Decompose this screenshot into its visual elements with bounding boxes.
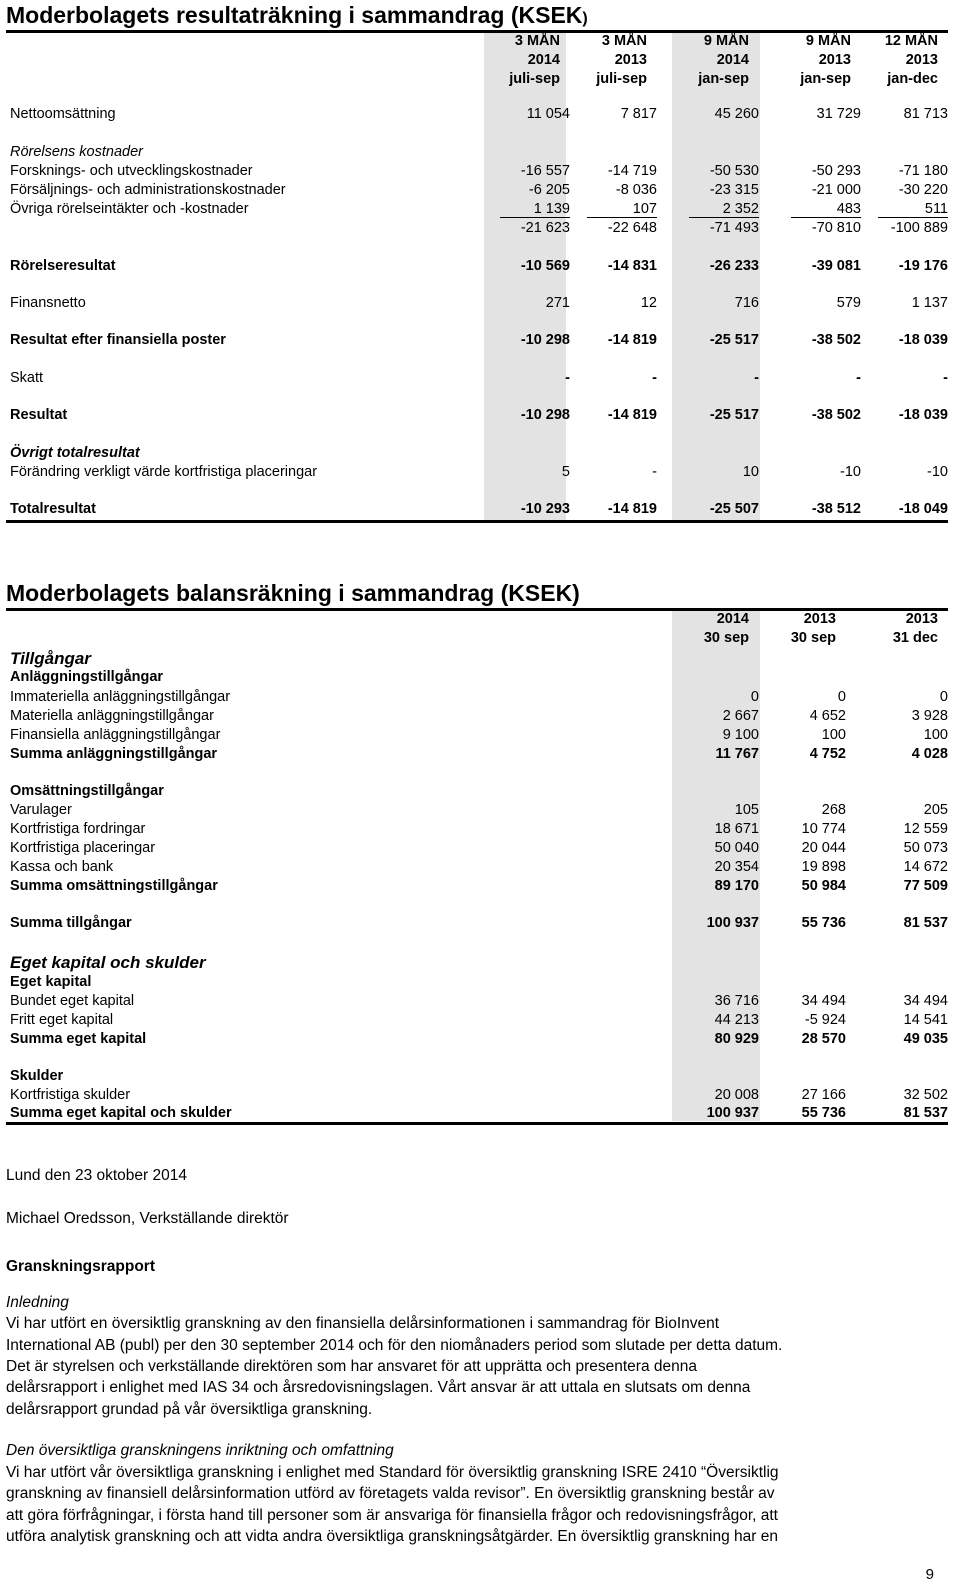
scope-heading: Den översiktliga granskningens inriktning och omfattning: [6, 1442, 394, 1459]
balance-row-summa-omsattning: Summa omsättningstillgångar 89 170 50 984 77 509: [10, 878, 948, 894]
balance-row-varulager: Varulager 105 268 205: [10, 802, 948, 818]
balance-row-summa-eget-kapital: Summa eget kapital 80 929 28 570 49 035: [10, 1031, 948, 1047]
balance-section-skulder: Skulder: [10, 1068, 64, 1084]
place-date: Lund den 23 oktober 2014: [6, 1167, 187, 1184]
balance-row-kortfristiga-placeringar: Kortfristiga placeringar 50 040 20 044 50 073: [10, 840, 948, 856]
income-col-header-5: 12 MÅN 2013 jan-dec: [884, 33, 938, 87]
balance-section-anlaggningstillgangar: Anläggningstillgångar: [10, 669, 164, 685]
income-bottom-rule: [6, 520, 948, 523]
income-row-rorelseresultat: Rörelseresultat -10 569 -14 831 -26 233 -39 081 -19 176: [10, 258, 948, 274]
balance-section-omsattningstillgangar: Omsättningstillgångar: [10, 783, 164, 799]
balance-col-header-1: 2014 30 sep: [703, 611, 749, 646]
income-row-skatt: Skatt - - - - -: [10, 370, 948, 386]
income-row-resultat-efter-fin: Resultat efter finansiella poster -10 298 -14 819 -25 517 -38 502 -18 039: [10, 332, 948, 348]
page-number: 9: [925, 1566, 934, 1583]
balance-row-fritt: Fritt eget kapital 44 213 -5 924 14 541: [10, 1012, 948, 1028]
income-row-nettoomsattning: Nettoomsättning 11 054 7 817 45 260 31 729 81 713: [10, 106, 948, 122]
scope-line-2: granskning av finansiell delårsinformation utförd av företagets valda revisor”. En översiktlig granskning består av: [6, 1485, 775, 1502]
balance-section-eget-kapital-skulder: Eget kapital och skulder: [10, 953, 206, 972]
balance-row-finansiella: Finansiella anläggningstillgångar 9 100 100 100: [10, 727, 948, 743]
balance-title: Moderbolagets balansräkning i sammandrag (KSEK): [6, 580, 580, 606]
balance-row-immateriella: Immateriella anläggningstillgångar 0 0 0: [10, 689, 948, 705]
intro-line-3: Det är styrelsen och verkställande direktören som har ansvaret för att upprätta och presentera denna: [6, 1358, 697, 1375]
balance-section-eget-kapital: Eget kapital: [10, 974, 92, 990]
balance-row-bundet: Bundet eget kapital 36 716 34 494 34 494: [10, 993, 948, 1009]
balance-row-summa-anlaggning: Summa anläggningstillgångar 11 767 4 752 4 028: [10, 746, 948, 762]
scope-line-4: utföra analytisk granskning och att vidta andra översiktliga granskningsåtgärder. En översiktlig granskning har en: [6, 1528, 778, 1545]
balance-row-kortfristiga-skulder: Kortfristiga skulder 20 008 27 166 32 502: [10, 1087, 948, 1103]
income-title: Moderbolagets resultaträkning i sammandrag (KSEK): [6, 2, 588, 28]
balance-section-tillgangar: Tillgångar: [10, 649, 91, 668]
income-row-resultat: Resultat -10 298 -14 819 -25 517 -38 502 -18 039: [10, 407, 948, 423]
review-heading: Granskningsrapport: [6, 1258, 155, 1275]
income-section-rorelsens-kostnader: Rörelsens kostnader: [10, 144, 143, 160]
intro-line-4: delårsrapport i enlighet med IAS 34 och årsredovisningslagen. Vårt ansvar är att uttala en slutsats om denna: [6, 1379, 751, 1396]
income-col-header-3: 9 MÅN 2014 jan-sep: [698, 33, 749, 87]
income-row-ovriga: Övriga rörelseintäkter och -kostnader 1 139 107 2 352 483 511: [10, 201, 948, 217]
income-row-fou: Forsknings- och utvecklingskostnader -16 557 -14 719 -50 530 -50 293 -71 180: [10, 163, 948, 179]
income-col-header-4: 9 MÅN 2013 jan-sep: [800, 33, 851, 87]
income-row-kostnader-summa: -21 623 -22 648 -71 493 -70 810 -100 889: [520, 220, 948, 236]
balance-row-kassa-bank: Kassa och bank 20 354 19 898 14 672: [10, 859, 948, 875]
scope-line-3: att göra förfrågningar, i första hand till personer som är ansvariga för finansiella frågor och redovisningsfrågor, att: [6, 1507, 778, 1524]
balance-row-summa-tillgangar: Summa tillgångar 100 937 55 736 81 537: [10, 915, 948, 931]
income-col-header-2: 3 MÅN 2013 juli-sep: [596, 33, 647, 87]
intro-line-2: International AB (publ) per den 30 september 2014 och för den niomånaders period som slutade per detta datum.: [6, 1337, 783, 1354]
income-row-totalresultat: Totalresultat -10 293 -14 819 -25 507 -38 512 -18 049: [10, 501, 948, 517]
balance-row-summa-eget-kapital-skulder: Summa eget kapital och skulder 100 937 55 736 81 537: [10, 1105, 948, 1121]
balance-row-kortfristiga-fordringar: Kortfristiga fordringar 18 671 10 774 12 559: [10, 821, 948, 837]
intro-heading: Inledning: [6, 1294, 69, 1311]
income-row-finansnetto: Finansnetto 271 12 716 579 1 137: [10, 295, 948, 311]
signature: Michael Oredsson, Verkställande direktör: [6, 1210, 289, 1227]
balance-row-materiella: Materiella anläggningstillgångar 2 667 4 652 3 928: [10, 708, 948, 724]
balance-col-header-2: 2013 30 sep: [790, 611, 836, 646]
income-row-forsaljning-admin: Försäljnings- och administrationskostnader -6 205 -8 036 -23 315 -21 000 -30 220: [10, 182, 948, 198]
balance-col-header-3: 2013 31 dec: [892, 611, 938, 646]
income-row-forandring-verkligt-varde: Förändring verkligt värde kortfristiga placeringar 5 - 10 -10 -10: [10, 464, 948, 480]
income-col-header-1: 3 MÅN 2014 juli-sep: [509, 33, 560, 87]
intro-line-1: Vi har utfört en översiktlig granskning av den finansiella delårsinformationen i sammandrag för BioInvent: [6, 1315, 720, 1332]
scope-line-1: Vi har utfört vår översiktliga granskning i enlighet med Standard för översiktlig granskning ISRE 2410 “Översiktlig: [6, 1464, 779, 1481]
intro-line-5: delårsrapport grundad på vår översiktliga granskning.: [6, 1401, 373, 1418]
income-section-ovrigt-totalresultat: Övrigt totalresultat: [10, 445, 140, 461]
